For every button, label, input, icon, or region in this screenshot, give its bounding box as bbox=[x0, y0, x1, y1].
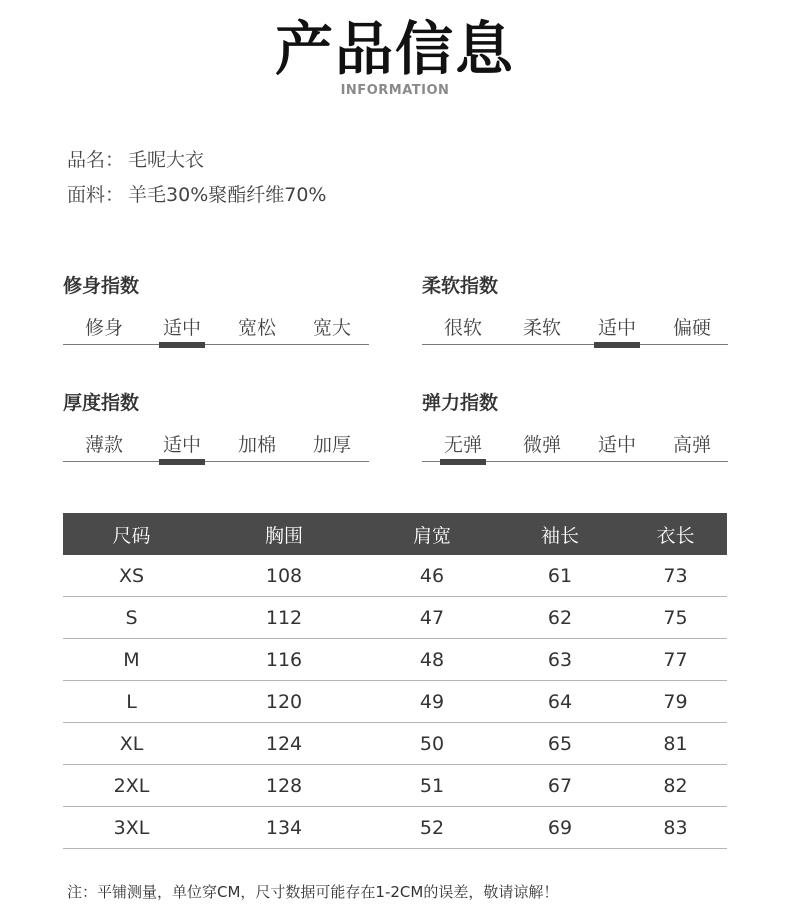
table-cell: L bbox=[63, 681, 200, 723]
index-option: 适中 bbox=[597, 317, 636, 339]
table-cell: 134 bbox=[200, 807, 368, 849]
index-option: 偏硬 bbox=[672, 317, 711, 339]
index-option: 适中 bbox=[162, 434, 201, 456]
page-title: 产品信息 bbox=[274, 15, 515, 83]
table-cell: 82 bbox=[624, 765, 727, 807]
table-cell: 64 bbox=[496, 681, 624, 723]
column-header: 衣长 bbox=[624, 513, 727, 555]
table-cell: 116 bbox=[200, 639, 368, 681]
fit-index bbox=[63, 274, 373, 364]
table-cell: XL bbox=[63, 723, 200, 765]
table-row bbox=[63, 555, 727, 597]
table-cell: 67 bbox=[496, 765, 624, 807]
page-subtitle: INFORMATION bbox=[340, 83, 450, 98]
index-title: 厚度指数 bbox=[63, 392, 140, 414]
product-name-value: 毛呢大衣 bbox=[128, 149, 205, 171]
table-cell: 112 bbox=[200, 597, 368, 639]
table-cell: 124 bbox=[200, 723, 368, 765]
table-cell: 3XL bbox=[63, 807, 200, 849]
measurement-note: 注：平铺测量，单位穿CM，尺寸数据可能存在1-2CM的误差，敬请谅解！ bbox=[67, 883, 559, 901]
index-track bbox=[63, 461, 369, 462]
table-cell: 69 bbox=[496, 807, 624, 849]
index-selected-marker bbox=[594, 342, 640, 348]
fabric-value: 羊毛30%聚酯纤维70% bbox=[128, 184, 327, 206]
table-cell: 75 bbox=[624, 597, 727, 639]
table-cell: 108 bbox=[200, 555, 368, 597]
table-cell: 81 bbox=[624, 723, 727, 765]
thickness-index bbox=[63, 391, 373, 481]
fabric-line bbox=[67, 183, 326, 207]
size-table bbox=[63, 513, 727, 849]
softness-index bbox=[422, 274, 732, 364]
index-option: 加棉 bbox=[237, 434, 276, 456]
table-row bbox=[63, 597, 727, 639]
table-cell: 46 bbox=[368, 555, 496, 597]
index-option: 适中 bbox=[597, 434, 636, 456]
index-track bbox=[422, 344, 728, 345]
fabric-label: 面料： bbox=[67, 184, 125, 206]
index-title: 修身指数 bbox=[63, 275, 140, 297]
product-name-label: 品名： bbox=[67, 149, 125, 171]
column-header: 尺码 bbox=[63, 513, 200, 555]
table-cell: 79 bbox=[624, 681, 727, 723]
table-row bbox=[63, 723, 727, 765]
table-cell: 65 bbox=[496, 723, 624, 765]
index-option: 修身 bbox=[84, 317, 123, 339]
table-cell: 120 bbox=[200, 681, 368, 723]
table-cell: 47 bbox=[368, 597, 496, 639]
index-option: 柔软 bbox=[522, 317, 561, 339]
index-selected-marker bbox=[440, 459, 486, 465]
table-cell: 51 bbox=[368, 765, 496, 807]
table-cell: 2XL bbox=[63, 765, 200, 807]
table-row bbox=[63, 681, 727, 723]
table-row bbox=[63, 765, 727, 807]
table-cell: 49 bbox=[368, 681, 496, 723]
index-selected-marker bbox=[159, 459, 205, 465]
table-cell: 48 bbox=[368, 639, 496, 681]
index-title: 柔软指数 bbox=[422, 275, 499, 297]
table-cell: 62 bbox=[496, 597, 624, 639]
product-name-line bbox=[67, 148, 204, 172]
table-header-row bbox=[63, 513, 727, 555]
table-cell: 50 bbox=[368, 723, 496, 765]
index-option: 很软 bbox=[443, 317, 482, 339]
column-header: 肩宽 bbox=[368, 513, 496, 555]
index-option: 适中 bbox=[162, 317, 201, 339]
table-cell: 63 bbox=[496, 639, 624, 681]
index-option: 微弹 bbox=[522, 434, 561, 456]
column-header: 袖长 bbox=[496, 513, 624, 555]
elasticity-index bbox=[422, 391, 732, 481]
column-header: 胸围 bbox=[200, 513, 368, 555]
table-cell: 77 bbox=[624, 639, 727, 681]
index-option: 加厚 bbox=[312, 434, 351, 456]
table-cell: M bbox=[63, 639, 200, 681]
index-option: 宽松 bbox=[237, 317, 276, 339]
index-option: 无弹 bbox=[443, 434, 482, 456]
table-cell: 61 bbox=[496, 555, 624, 597]
table-row bbox=[63, 639, 727, 681]
index-option: 宽大 bbox=[312, 317, 351, 339]
index-title: 弹力指数 bbox=[422, 392, 499, 414]
table-cell: XS bbox=[63, 555, 200, 597]
table-cell: 52 bbox=[368, 807, 496, 849]
table-cell: 73 bbox=[624, 555, 727, 597]
table-row bbox=[63, 807, 727, 849]
index-selected-marker bbox=[159, 342, 205, 348]
index-option: 薄款 bbox=[84, 434, 123, 456]
table-cell: 128 bbox=[200, 765, 368, 807]
table-cell: S bbox=[63, 597, 200, 639]
index-option: 高弹 bbox=[672, 434, 711, 456]
index-track bbox=[63, 344, 369, 345]
table-cell: 83 bbox=[624, 807, 727, 849]
